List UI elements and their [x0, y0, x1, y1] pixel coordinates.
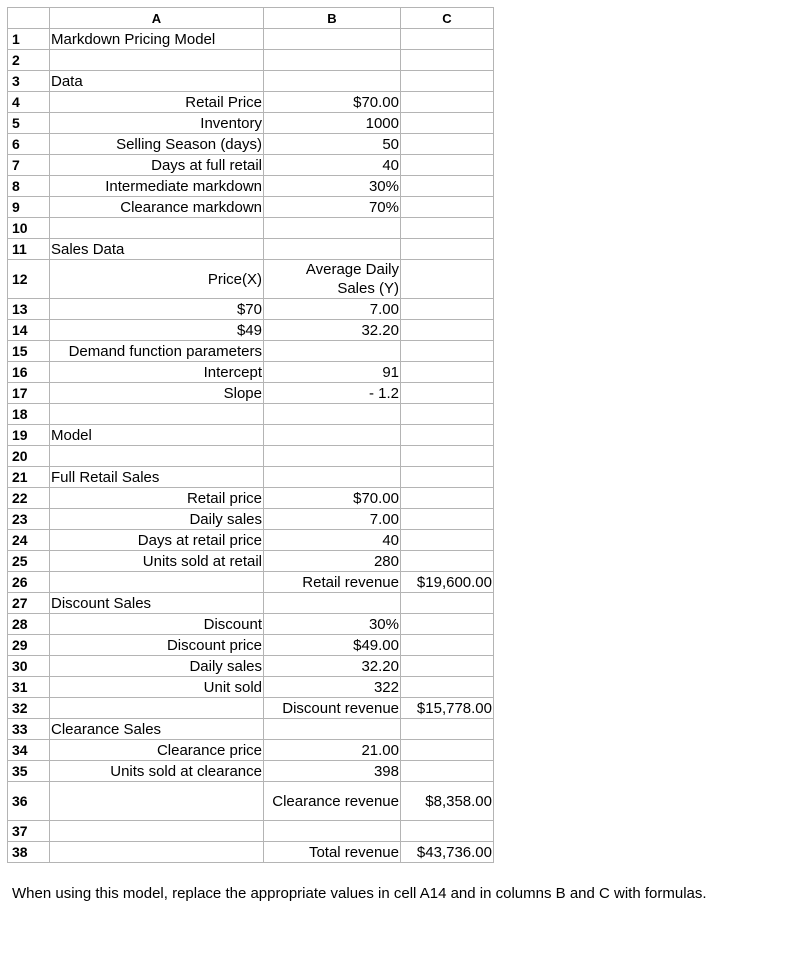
table-row — [8, 488, 494, 509]
table-row — [8, 635, 494, 656]
cell-a[interactable]: Retail Price — [50, 92, 264, 113]
table-row — [8, 677, 494, 698]
cell-c[interactable] — [401, 155, 494, 176]
cell-a[interactable] — [50, 782, 264, 821]
cell-a[interactable]: Days at retail price — [50, 530, 264, 551]
table-row — [8, 113, 494, 134]
row-header[interactable]: 9 — [8, 197, 50, 218]
cell-c[interactable] — [401, 551, 494, 572]
cell-a[interactable]: $70 — [50, 299, 264, 320]
table-row — [8, 71, 494, 92]
cell-a[interactable]: Clearance markdown — [50, 197, 264, 218]
cell-a[interactable]: Model — [50, 425, 264, 446]
cell-b[interactable] — [264, 446, 401, 467]
row-header[interactable]: 14 — [8, 320, 50, 341]
cell-a[interactable]: Intermediate markdown — [50, 176, 264, 197]
cell-b[interactable] — [264, 29, 401, 50]
cell-b[interactable]: 30% — [264, 176, 401, 197]
row-header[interactable]: 29 — [8, 635, 50, 656]
cell-b[interactable]: 30% — [264, 614, 401, 635]
cell-a[interactable]: Daily sales — [50, 509, 264, 530]
cell-a[interactable] — [50, 698, 264, 719]
cell-a[interactable] — [50, 821, 264, 842]
cell-b[interactable] — [264, 50, 401, 71]
row-header[interactable]: 22 — [8, 488, 50, 509]
sheet-body — [8, 29, 494, 863]
row-header[interactable]: 17 — [8, 383, 50, 404]
cell-b[interactable]: 50 — [264, 134, 401, 155]
table-row — [8, 299, 494, 320]
row-header[interactable]: 13 — [8, 299, 50, 320]
row-header[interactable]: 30 — [8, 656, 50, 677]
cell-c[interactable] — [401, 761, 494, 782]
cell-b[interactable]: 91 — [264, 362, 401, 383]
row-header[interactable]: 28 — [8, 614, 50, 635]
row-header[interactable]: 33 — [8, 719, 50, 740]
row-header[interactable]: 4 — [8, 92, 50, 113]
cell-c[interactable] — [401, 593, 494, 614]
cell-a[interactable] — [50, 572, 264, 593]
instruction-note: When using this model, replace the appropriate values in cell A14 and in columns B and C with formulas. — [12, 885, 707, 902]
cell-a[interactable]: Clearance price — [50, 740, 264, 761]
row-header[interactable]: 26 — [8, 572, 50, 593]
row-header[interactable]: 34 — [8, 740, 50, 761]
table-row — [8, 50, 494, 71]
row-header[interactable]: 35 — [8, 761, 50, 782]
cell-a[interactable]: Sales Data — [50, 239, 264, 260]
cell-c[interactable] — [401, 260, 494, 299]
row-header[interactable]: 31 — [8, 677, 50, 698]
column-header-a[interactable]: A — [50, 8, 264, 29]
table-row — [8, 509, 494, 530]
cell-c[interactable] — [401, 341, 494, 362]
cell-b[interactable]: 21.00 — [264, 740, 401, 761]
cell-b[interactable]: $49.00 — [264, 635, 401, 656]
table-row — [8, 239, 494, 260]
cell-b[interactable]: Retail revenue — [264, 572, 401, 593]
cell-b[interactable]: $70.00 — [264, 488, 401, 509]
cell-b[interactable]: Discount revenue — [264, 698, 401, 719]
table-row — [8, 218, 494, 239]
row-header[interactable]: 32 — [8, 698, 50, 719]
cell-c[interactable]: $43,736.00 — [401, 842, 494, 863]
table-row — [8, 320, 494, 341]
table-row — [8, 821, 494, 842]
cell-b[interactable]: 7.00 — [264, 509, 401, 530]
table-row — [8, 572, 494, 593]
cell-b[interactable]: 70% — [264, 197, 401, 218]
cell-a[interactable]: Daily sales — [50, 656, 264, 677]
cell-b[interactable]: 32.20 — [264, 320, 401, 341]
row-header[interactable]: 27 — [8, 593, 50, 614]
cell-c[interactable] — [401, 71, 494, 92]
cell-b[interactable]: 1000 — [264, 113, 401, 134]
row-header[interactable]: 5 — [8, 113, 50, 134]
cell-a[interactable]: Units sold at retail — [50, 551, 264, 572]
table-row — [8, 197, 494, 218]
cell-c[interactable] — [401, 446, 494, 467]
cell-b[interactable] — [264, 239, 401, 260]
cell-a[interactable]: Slope — [50, 383, 264, 404]
table-row — [8, 761, 494, 782]
cell-b[interactable]: Total revenue — [264, 842, 401, 863]
cell-c[interactable] — [401, 614, 494, 635]
cell-b[interactable]: 40 — [264, 530, 401, 551]
cell-c[interactable] — [401, 320, 494, 341]
cell-a[interactable]: Intercept — [50, 362, 264, 383]
cell-c[interactable]: $15,778.00 — [401, 698, 494, 719]
cell-a[interactable]: Clearance Sales — [50, 719, 264, 740]
table-row — [8, 614, 494, 635]
table-row — [8, 92, 494, 113]
table-row — [8, 782, 494, 821]
cell-c[interactable] — [401, 362, 494, 383]
cell-a[interactable]: Discount — [50, 614, 264, 635]
cell-b[interactable]: - 1.2 — [264, 383, 401, 404]
row-header[interactable]: 37 — [8, 821, 50, 842]
table-row — [8, 740, 494, 761]
corner-cell[interactable] — [8, 8, 50, 29]
cell-b[interactable]: 7.00 — [264, 299, 401, 320]
cell-b[interactable] — [264, 425, 401, 446]
cell-a[interactable] — [50, 446, 264, 467]
cell-a[interactable]: Markdown Pricing Model — [50, 29, 264, 50]
cell-a[interactable]: Price(X) — [50, 260, 264, 299]
cell-b[interactable] — [264, 719, 401, 740]
cell-c[interactable] — [401, 530, 494, 551]
row-header[interactable]: 6 — [8, 134, 50, 155]
row-header[interactable]: 10 — [8, 218, 50, 239]
cell-a[interactable]: Demand function parameters — [50, 341, 264, 362]
table-row — [8, 29, 494, 50]
table-row — [8, 362, 494, 383]
cell-a[interactable]: Full Retail Sales — [50, 467, 264, 488]
table-row — [8, 842, 494, 863]
cell-b[interactable]: Clearance revenue — [264, 782, 401, 821]
table-row — [8, 551, 494, 572]
cell-c[interactable] — [401, 467, 494, 488]
cell-a[interactable]: Data — [50, 71, 264, 92]
row-header[interactable]: 12 — [8, 260, 50, 299]
cell-c[interactable] — [401, 239, 494, 260]
row-header[interactable]: 8 — [8, 176, 50, 197]
row-header[interactable]: 18 — [8, 404, 50, 425]
cell-b[interactable] — [264, 467, 401, 488]
cell-a[interactable] — [50, 50, 264, 71]
row-header[interactable]: 23 — [8, 509, 50, 530]
cell-c[interactable] — [401, 218, 494, 239]
table-row — [8, 467, 494, 488]
column-header-b[interactable]: B — [264, 8, 401, 29]
cell-c[interactable] — [401, 677, 494, 698]
row-header[interactable]: 25 — [8, 551, 50, 572]
cell-c[interactable] — [401, 29, 494, 50]
cell-c[interactable]: $8,358.00 — [401, 782, 494, 821]
table-row — [8, 404, 494, 425]
cell-c[interactable] — [401, 92, 494, 113]
cell-a[interactable] — [50, 218, 264, 239]
cell-c[interactable] — [401, 635, 494, 656]
row-header[interactable]: 1 — [8, 29, 50, 50]
cell-b[interactable] — [264, 341, 401, 362]
row-header[interactable]: 24 — [8, 530, 50, 551]
table-row — [8, 425, 494, 446]
cell-c[interactable] — [401, 719, 494, 740]
table-row — [8, 260, 494, 299]
cell-c[interactable] — [401, 821, 494, 842]
cell-a[interactable]: Selling Season (days) — [50, 134, 264, 155]
cell-b[interactable]: $70.00 — [264, 92, 401, 113]
row-header[interactable]: 2 — [8, 50, 50, 71]
cell-a[interactable]: Discount price — [50, 635, 264, 656]
table-row — [8, 719, 494, 740]
row-header[interactable]: 16 — [8, 362, 50, 383]
cell-a[interactable]: Units sold at clearance — [50, 761, 264, 782]
table-row — [8, 593, 494, 614]
cell-c[interactable] — [401, 113, 494, 134]
cell-a[interactable]: Discount Sales — [50, 593, 264, 614]
table-row — [8, 656, 494, 677]
cell-b[interactable]: 398 — [264, 761, 401, 782]
cell-c[interactable] — [401, 134, 494, 155]
spreadsheet — [7, 7, 494, 863]
table-row — [8, 155, 494, 176]
row-header[interactable]: 7 — [8, 155, 50, 176]
table-row — [8, 176, 494, 197]
row-header[interactable]: 38 — [8, 842, 50, 863]
table-row — [8, 383, 494, 404]
cell-b[interactable]: 322 — [264, 677, 401, 698]
column-header-row — [8, 8, 494, 29]
row-header[interactable]: 36 — [8, 782, 50, 821]
row-header[interactable]: 20 — [8, 446, 50, 467]
table-row — [8, 341, 494, 362]
cell-a[interactable]: Unit sold — [50, 677, 264, 698]
cell-c[interactable] — [401, 197, 494, 218]
column-header-c[interactable]: C — [401, 8, 494, 29]
cell-b[interactable] — [264, 404, 401, 425]
row-header[interactable]: 21 — [8, 467, 50, 488]
cell-c[interactable]: $19,600.00 — [401, 572, 494, 593]
cell-b[interactable] — [264, 218, 401, 239]
cell-c[interactable] — [401, 404, 494, 425]
row-header[interactable]: 3 — [8, 71, 50, 92]
cell-c[interactable] — [401, 50, 494, 71]
cell-c[interactable] — [401, 299, 494, 320]
cell-a[interactable]: Retail price — [50, 488, 264, 509]
table-row — [8, 134, 494, 155]
cell-c[interactable] — [401, 383, 494, 404]
cell-b[interactable]: 280 — [264, 551, 401, 572]
table-row — [8, 530, 494, 551]
cell-c[interactable] — [401, 509, 494, 530]
cell-c[interactable] — [401, 176, 494, 197]
cell-c[interactable] — [401, 425, 494, 446]
cell-a[interactable]: Inventory — [50, 113, 264, 134]
cell-b[interactable]: 32.20 — [264, 656, 401, 677]
cell-b[interactable]: Average Daily Sales (Y) — [264, 260, 401, 299]
row-header[interactable]: 19 — [8, 425, 50, 446]
table-row — [8, 698, 494, 719]
cell-b[interactable] — [264, 593, 401, 614]
cell-b[interactable] — [264, 71, 401, 92]
cell-a[interactable] — [50, 842, 264, 863]
cell-c[interactable] — [401, 656, 494, 677]
cell-a[interactable]: Days at full retail — [50, 155, 264, 176]
table-row — [8, 446, 494, 467]
cell-a[interactable]: $49 — [50, 320, 264, 341]
cell-c[interactable] — [401, 740, 494, 761]
row-header[interactable]: 15 — [8, 341, 50, 362]
cell-b[interactable] — [264, 821, 401, 842]
cell-c[interactable] — [401, 488, 494, 509]
cell-b[interactable]: 40 — [264, 155, 401, 176]
row-header[interactable]: 11 — [8, 239, 50, 260]
cell-a[interactable] — [50, 404, 264, 425]
